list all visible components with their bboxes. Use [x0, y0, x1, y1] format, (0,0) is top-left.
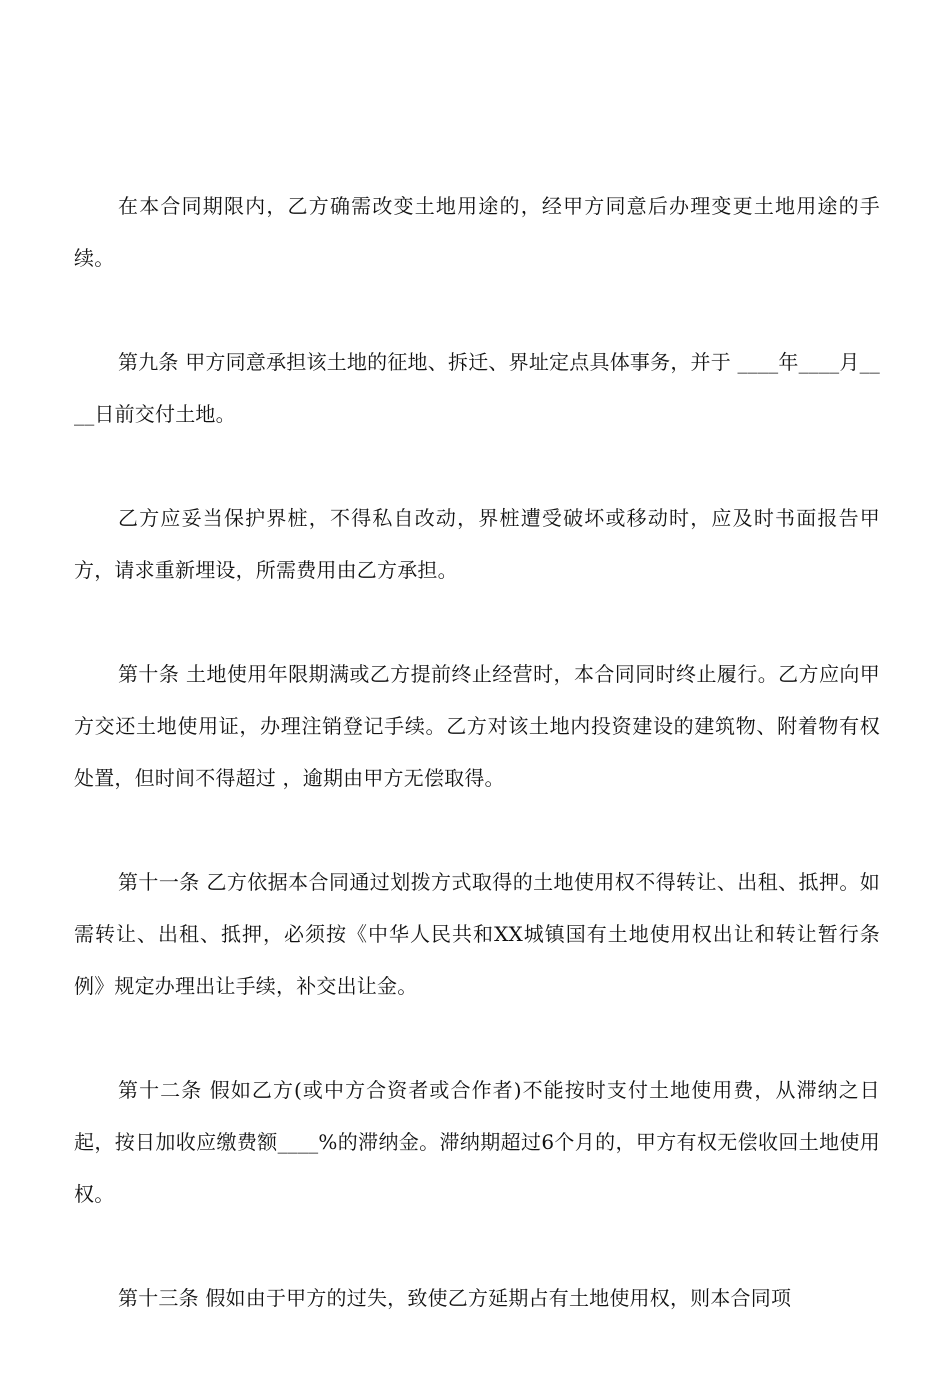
- paragraph-boundary-markers: 乙方应妥当保护界桩，不得私自改动，界桩遭受破坏或移动时，应及时书面报告甲方，请求重新埋设，所需费用由乙方承担。: [74, 506, 880, 582]
- paragraph-land-use-change: 在本合同期限内，乙方确需改变土地用途的，经甲方同意后办理变更土地用途的手续。: [74, 194, 880, 270]
- document-page: [74, 180, 880, 1376]
- paragraph-article-10: 第十条 土地使用年限期满或乙方提前终止经营时，本合同同时终止履行。乙方应向甲方交还土地使用证，办理注销登记手续。乙方对该土地内投资建设的建筑物、附着物有权处置，但时间不得超过 ，逾期由甲方无偿取得。: [74, 662, 880, 790]
- paragraph-article-9: 第九条 甲方同意承担该土地的征地、拆迁、界址定点具体事务，并于 ____年____月____日前交付土地。: [74, 350, 880, 426]
- paragraph-article-13: 第十三条 假如由于甲方的过失，致使乙方延期占有土地使用权，则本合同项: [118, 1286, 792, 1310]
- paragraph-article-11: 第十一条 乙方依据本合同通过划拨方式取得的土地使用权不得转让、出租、抵押。如需转让、出租、抵押，必须按《中华人民共和XX城镇国有土地使用权出让和转让暂行条例》规定办理出让手续，补交出让金。: [74, 870, 880, 998]
- paragraph-article-12: 第十二条 假如乙方(或中方合资者或合作者)不能按时支付土地使用费，从滞纳之日起，按日加收应缴费额____%的滞纳金。滞纳期超过6个月的，甲方有权无偿收回土地使用权。: [74, 1078, 880, 1206]
